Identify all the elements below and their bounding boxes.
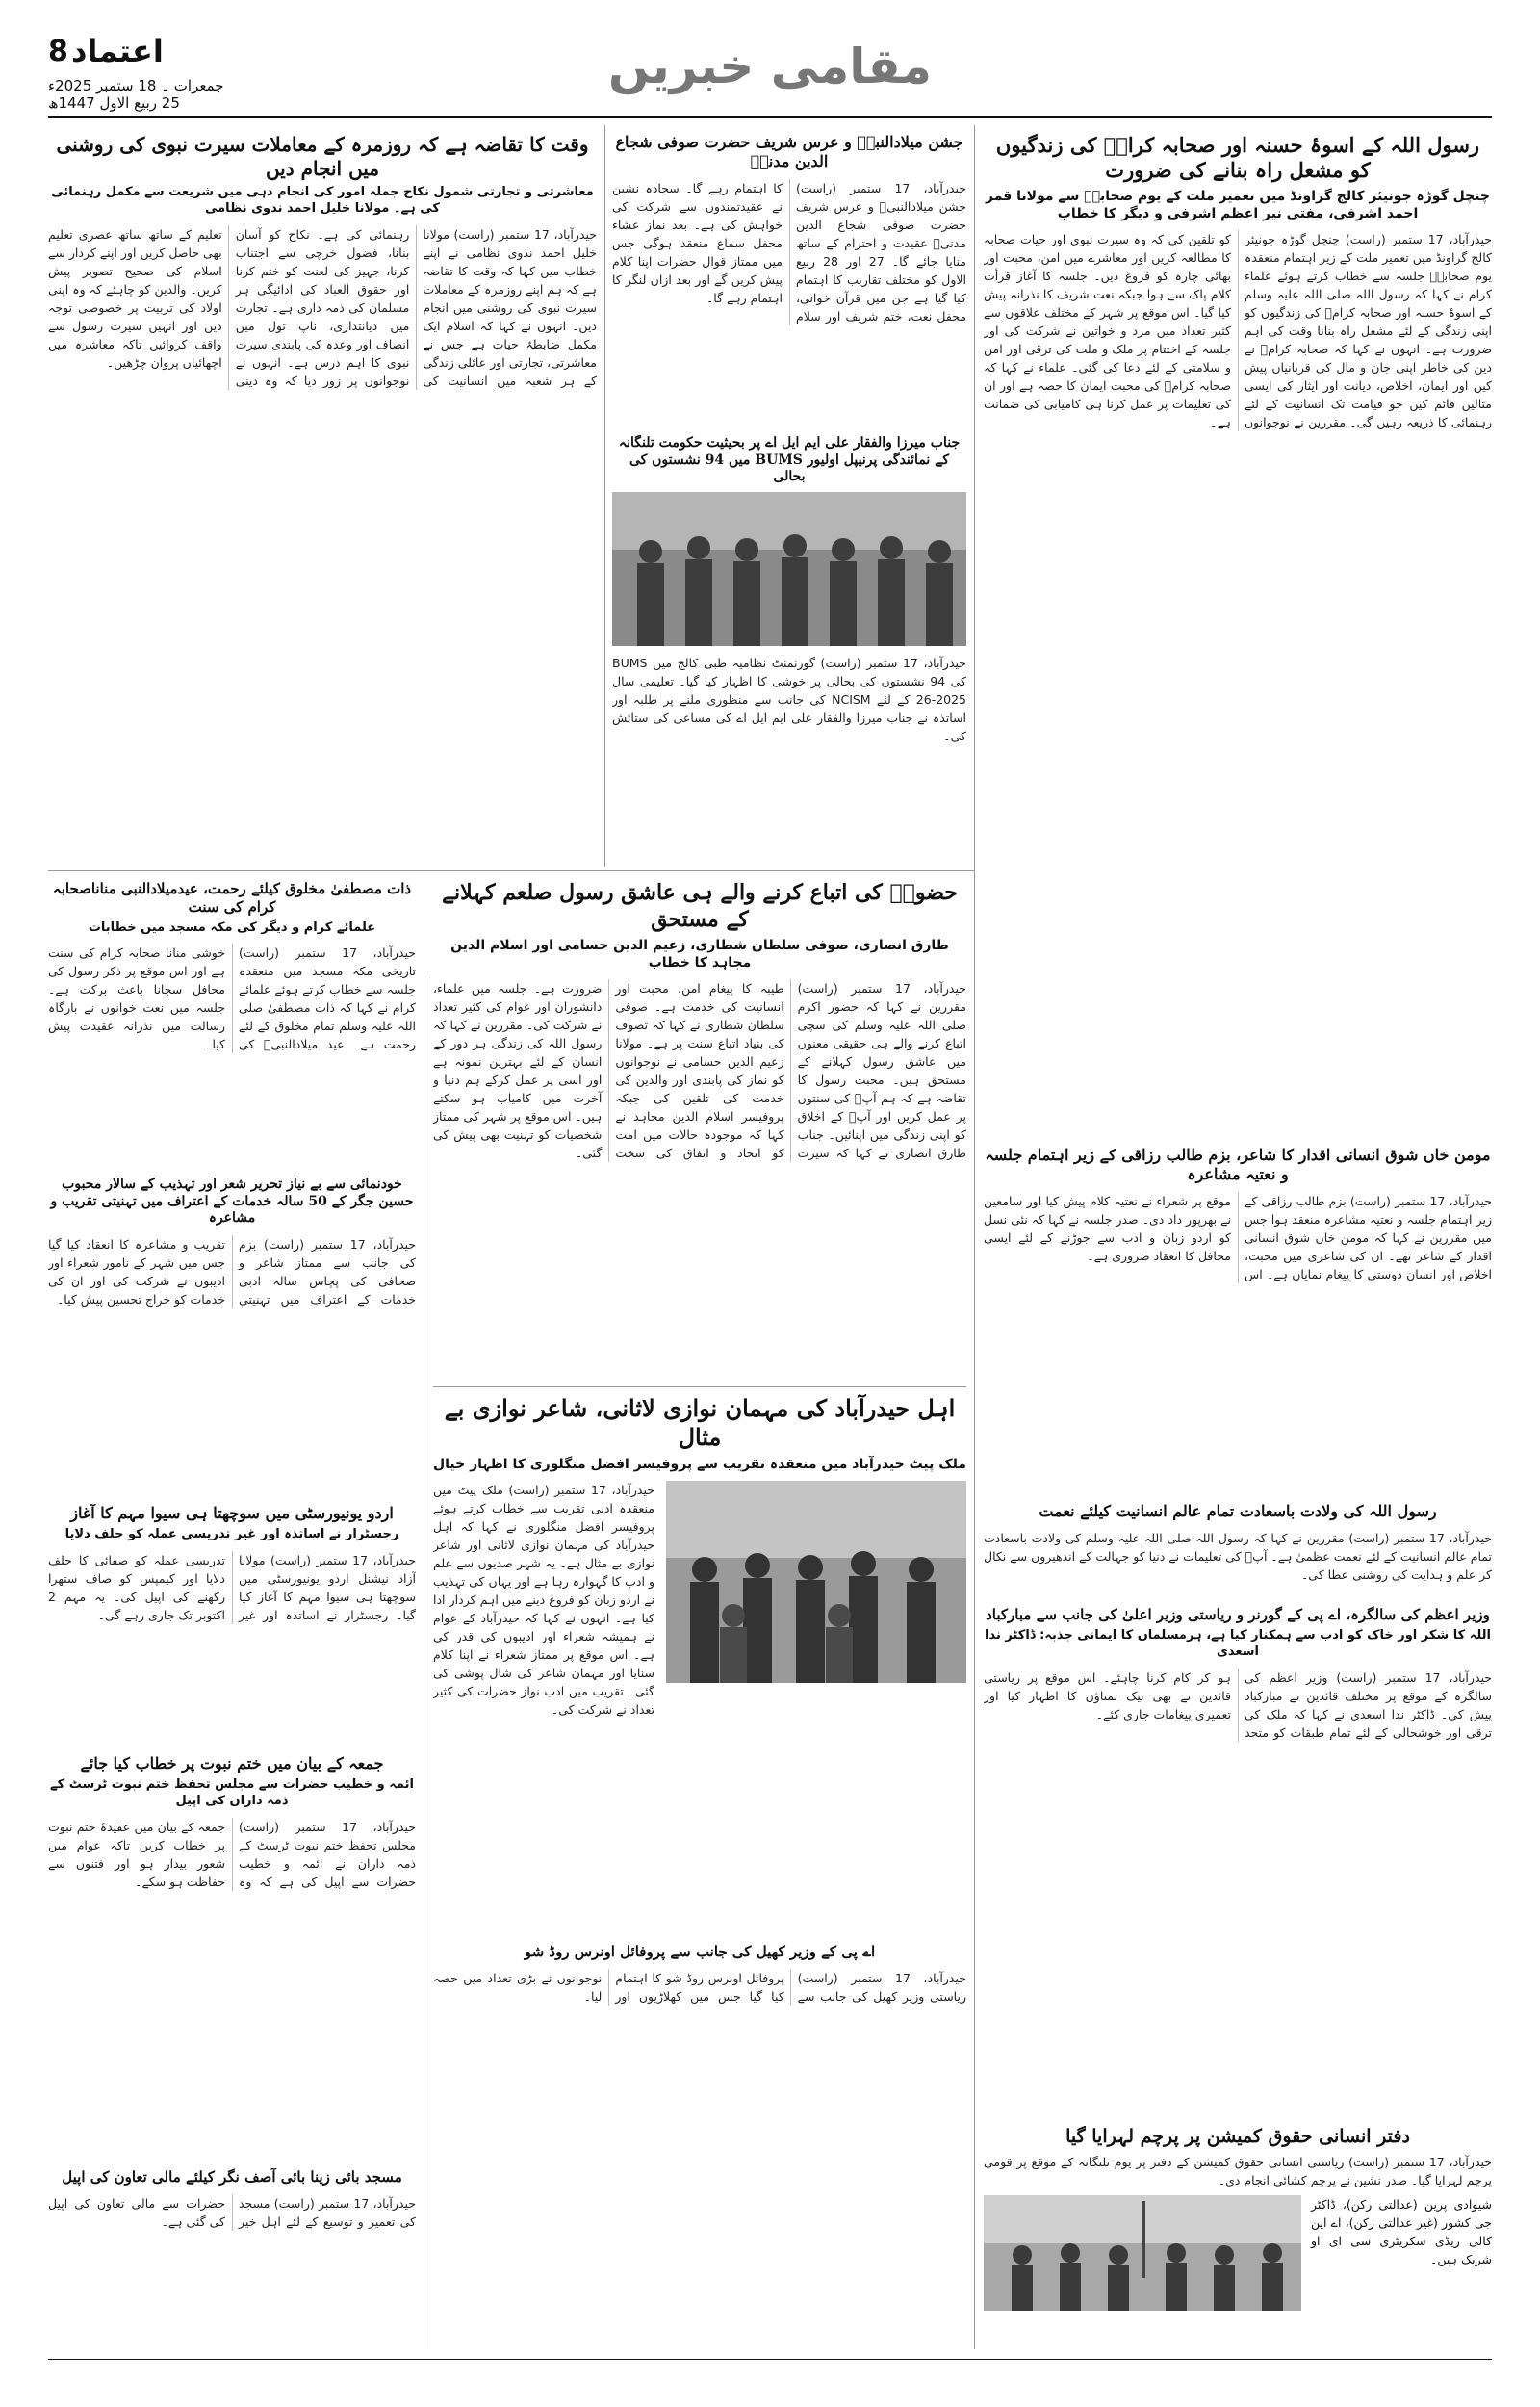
article-human-rights-flag (984, 2126, 1492, 2357)
column-divider (604, 125, 605, 867)
headline: اردو یونیورسٹی میں سوچھتا ہی سیوا مہم کا آغاز (70, 1504, 394, 1522)
date-hijri: 25 ربیع الاول 1447ھ (48, 94, 180, 112)
article-body: حیدرآباد، 17 ستمبر (راست) مجلس تحفظ ختم نبوت ٹرسٹ کے ذمہ داران نے ائمہ و خطیب حضرات سے اپیل کی ہے کہ وہ جمعہ کے بیان میں عقیدۂ ختم نبوت پر خطاب کریں تاکہ عوام میں شعور بیدار ہو اور فتنوں سے حفاظت ہو سکے۔ (48, 1819, 416, 1889)
photo-caption: شیوادی پرین (عدالتی رکن)، ڈاکٹر جی کشور (غیر عدالتی رکن)، اے این کالی ریڈی سکریٹری سی ای او شریک ہیں۔ (1311, 2196, 1492, 2266)
subheadline: علمائے کرام و دیگر کی مکہ مسجد میں خطابات (88, 919, 376, 935)
column-divider (974, 125, 975, 2349)
article-itteba-rasool (433, 880, 966, 1381)
article-wiladat (984, 1502, 1492, 1598)
headline: رسول اللہ کے اسوۂ حسنہ اور صحابہ کرامؓ کی زندگیوں کو مشعل راہ بنانے کی ضرورت (995, 133, 1480, 183)
article-body: حیدرآباد، 17 ستمبر (راست) ریاستی وزیر کھیل کی جانب سے پروفائل اونرس روڈ شو کا اہتمام کیا گیا جس میں کھلاڑیوں اور نوجوانوں نے بڑی تعداد میں حصہ لیا۔ (433, 1970, 966, 2004)
event-photo (666, 1481, 966, 1683)
section-title: مقامی خبریں (608, 39, 932, 94)
article-rasool-allah (984, 133, 1492, 1134)
headline: خودنمائی سے بے نیاز تحریر شعر اور تہذیب کے سالار محبوب حسین جگر کے 50 سالہ خدمات کے اعتراف میں تہنیتی تقریب و مشاعرہ (50, 1177, 414, 1226)
headline: جناب میرزا والفقار علی ایم ایل اے پر بحیثیت حکومت تلنگانہ کے نمائندگی پرنیپل اولیور BUMS میں 94 نشستوں کی بحالی (618, 435, 961, 484)
article-momin-khan-shauq (984, 1146, 1492, 1492)
subheadline: چنچل گوڑہ جونیئر کالج گراونڈ میں تعمیر ملت کے یوم صحابہؓ سے مولانا قمر احمد اشرفی، مفتی نیر اعظم اشرفی و دیگر کا خطاب (986, 188, 1490, 221)
subheadline: ائمہ و خطیب حضرات سے مجلس تحفظ ختم نبوت ٹرسٹ کے ذمہ داران کی اپیل (50, 1777, 414, 1808)
article-makkah-masjid (48, 880, 416, 1169)
article-body: حیدرآباد، 17 ستمبر (راست) بزم طالب رزاقی کے زیر اہتمام جلسہ و نعتیہ مشاعرہ منعقد ہوا جس میں مقررین نے کہا کہ مومن خاں شوق انسانی اقدار کے شاعر تھے۔ ان کی شاعری میں محبت، اخلاص اور انسان دوستی کا پیغام نمایاں ہے۔ اس موقع پر شعراء نے نعتیہ کلام پیش کیا اور سامعین نے بھرپور داد دی۔ صدر جلسہ نے کہا کہ نئی نسل کو اردو زبان و ادب سے جوڑنے کے لئے ایسی محافل کا انعقاد ضروری ہے۔ (984, 1194, 1492, 1281)
headline: مسجد بائی زینا بائی آصف نگر کیلئے مالی تعاون کی اپیل (62, 2168, 402, 2186)
page-number: 8 (48, 35, 68, 68)
subheadline: ملک پیٹ حیدرآباد میں منعقدہ تقریب سے پروفیسر افضل منگلوری کا اظہار خیال (433, 1457, 966, 1472)
article-body: حیدرآباد، 17 ستمبر (راست) مولانا آزاد نیشنل اردو یونیورسٹی میں سوچھتا ہی سیوا مہم کا آغاز کیا گیا۔ رجسٹرار نے اساتذہ اور غیر تدریسی عملہ کو صفائی کا حلف دلایا اور کیمپس کو صاف ستھرا رکھنے کی اپیل کی۔ یہ مہم 2 اکتوبر تک جاری رہے گی۔ (48, 1552, 416, 1622)
article-body: حیدرآباد، 17 ستمبر (راست) وزیر اعظم کی سالگرہ کے موقع پر مختلف قائدین نے مبارکباد پیش کی۔ ڈاکٹر ندا اسعدی نے کہا کہ ملک کی ترقی اور خوشحالی کے لئے تمام طبقات کو متحد ہو کر کام کرنا چاہئے۔ اس موقع پر ریاستی قائدین نے بھی نیک تمناؤں کا اظہار کیا اور تعمیری پیغامات جاری کئے۔ (984, 1669, 1492, 1740)
headline: وقت کا تقاضہ ہے کہ روزمرہ کے معاملات سیرت نبوی کی روشنی میں انجام دیں (56, 133, 589, 180)
article-body: حیدرآباد، 17 ستمبر (راست) مولانا خلیل احمد ندوی نظامی نے اپنے خطاب میں کہا کہ وقت کا تقاضہ ہے کہ ہم اپنے روزمرہ کے معاملات سیرت نبوی کی روشنی میں انجام دیں۔ انہوں نے کہا کہ اسلام ایک مکمل ضابطۂ حیات ہے جس نے معاشرتی، تجارتی اور عائلی زندگی کے ہر شعبہ میں انسانیت کی رہنمائی کی ہے۔ نکاح کو آسان بنانا، فضول خرچی سے اجتناب کرنا، جہیز کی لعنت کو ختم کرنا اور حقوق العباد کی ادائیگی ہر مسلمان کی ذمہ داری ہے۔ تجارت میں دیانتداری، ناپ تول میں انصاف اور وعدہ کی پابندی سیرت نبوی کا اہم درس ہے۔ انہوں نے نوجوانوں پر زور دیا کہ وہ دینی تعلیم کے ساتھ ساتھ عصری تعلیم بھی حاصل کریں اور اپنے کردار سے اسلام کی صحیح تصویر پیش کریں۔ والدین کو چاہئے کہ وہ اپنی اولاد کی تربیت پر خصوصی توجہ دیں اور انہیں سیرت رسول سے واقف کروائیں تاکہ معاشرہ میں اچھائیاں پروان چڑھیں۔ (48, 226, 597, 388)
article-mehboob-hussain (48, 1177, 416, 1494)
article-body: حیدرآباد، 17 ستمبر (راست) جشن میلادالنبیؐ و عرس شریف حضرت صوفی شجاع الدین مدنیؒ عقیدت و احترام کے ساتھ منایا جائے گا۔ 27 اور 28 ربیع الاول کو مختلف تقاریب کا اہتمام کیا گیا ہے جن میں قرآن خوانی، محفل نعت، ختم شریف اور سلام کا اہتمام رہے گا۔ سجادہ نشین نے عقیدتمندوں سے شرکت کی خواہش کی ہے۔ بعد نماز عشاء محفل سماع منعقد ہوگی جس میں ممتاز قوال حضرات اپنا کلام پیش کریں گے اور بعد ازاں لنگر کا اہتمام رہے گا۔ (612, 181, 966, 324)
headline: وزیر اعظم کی سالگرہ، اے پی کے گورنر و ریاستی وزیر اعلیٰ کی جانب سے مبارکباد (986, 1606, 1490, 1623)
article-body: حیدرآباد، 17 ستمبر (راست) ملک پیٹ میں منعقدہ ادبی تقریب سے خطاب کرتے ہوئے پروفیسر افضل منگلوری نے کہا کہ اہل حیدرآباد کی مہمان نوازی لاثانی اور شاعر نوازی بے مثال ہے۔ یہ شہر صدیوں سے علم و ادب کا گہوارہ رہا ہے اور یہاں کی تہذیب نے اردو زبان کو فروغ دینے میں اہم کردار ادا کیا ہے۔ انہوں نے کہا کہ حیدرآباد کے عوام نے ہمیشہ شعراء اور ادیبوں کی قدر کی ہے۔ اس موقع پر ممتاز شعراء نے اپنا کلام سنایا اور مہمان شاعر کی شال پوشی کی گئی۔ تقریب میں ادب نواز حضرات کی کثیر تعداد نے شرکت کی۔ (433, 1483, 654, 1718)
subheadline: رجسٹرار نے اساتذہ اور غیر تدریسی عملہ کو حلف دلایا (64, 1527, 399, 1541)
section-divider (48, 870, 974, 871)
article-body: حیدرآباد، 17 ستمبر (راست) مقررین نے کہا کہ حضور اکرم صلی اللہ علیہ وسلم کی سچی اتباع کرنے والے ہی حقیقی معنوں میں عاشق رسول کہلانے کے مستحق ہیں۔ محبت رسول کا تقاضہ ہے کہ ہم آپؐ کی سنتوں پر عمل کریں اور آپؐ کے اخلاق کو اپنی زندگی میں اپنائیں۔ جناب طارق انصاری نے کہا کہ سیرت طیبہ کا پیغام امن، محبت اور انسانیت کی خدمت ہے۔ صوفی سلطان شطاری نے کہا کہ تصوف کی بنیاد اتباع سنت پر ہے۔ مولانا زعیم الدین حسامی نے نوجوانوں کو نماز کی پابندی اور والدین کی خدمت کی تلقین کی جبکہ پروفیسر اسلام الدین مجاہد نے کہا کہ موجودہ حالات میں امت کو اتحاد و اتفاق کی سخت ضرورت ہے۔ جلسہ میں علماء، دانشوران اور عوام کی کثیر تعداد نے شرکت کی۔ مقررین نے کہا کہ رسول اللہ کی زندگی ہر دور کے انسان کے لئے بہترین نمونہ ہے اور اسی پر عمل کرکے ہم دنیا و آخرت میں کامیاب ہو سکتے ہیں۔ اس موقع پر شہر کی ممتاز شخصیات کو تہنیت بھی پیش کی گئی۔ (433, 981, 966, 1161)
masthead (48, 31, 1492, 118)
article-pm-birthday (984, 1606, 1492, 2116)
article-body: حیدرآباد، 17 ستمبر (راست) بزم کی جانب سے ممتاز شاعر و صحافی کی پچاس سالہ ادبی خدمات کے اعتراف میں تہنیتی تقریب و مشاعرہ کا انعقاد کیا گیا جس میں شہر کے نامور شعراء اور ادیبوں نے شرکت کی اور ان کی خدمات کو خراج تحسین پیش کیا۔ (48, 1236, 416, 1307)
headline: اے پی کے وزیر کھیل کی جانب سے پروفائل اونرس روڈ شو (524, 1943, 876, 1960)
article-body: حیدرآباد، 17 ستمبر (راست) تاریخی مکہ مسجد میں منعقدہ جلسہ سے خطاب کرتے ہوئے علمائے کرام نے کہا کہ ذات مصطفیٰ صلی اللہ علیہ وسلم تمام مخلوق کے لئے رحمت ہے۔ عید میلادالنبیؐ کی خوشی منانا صحابہ کرام کی سنت ہے اور اس موقع پر ذکر رسول کی محافل سجانا باعث برکت ہے۔ جلسہ میں نعت خوانوں نے بارگاہ رسالت میں نذرانہ عقیدت پیش کیا۔ (48, 945, 416, 1052)
date-gregorian: جمعرات ۔ 18 ستمبر 2025ء (48, 77, 224, 94)
headline: رسول اللہ کی ولادت باسعادت تمام عالم انسانیت کیلئے نعمت (1039, 1502, 1437, 1520)
headline: ذات مصطفیٰ مخلوق کیلئے رحمت، عیدمیلادالنبی مناناصحابہ کرام کی سنت (52, 880, 412, 916)
subheadline: معاشرتی و تجارتی شمول نکاح جملہ امور کی انجام دہی میں شریعت سے مکمل رہنمائی کی ہے۔ مولانا خلیل احمد ندوی نظامی (51, 185, 594, 216)
headline: دفتر انسانی حقوق کمیشن پر پرچم لہرایا گیا (1065, 2126, 1410, 2147)
group-photo (612, 492, 966, 646)
issue-dates (48, 77, 298, 112)
headline: مومن خاں شوق انسانی اقدار کا شاعر، بزم طالب رزاقی کے زیر اہتمام جلسہ و نعتیہ مشاعرہ (985, 1146, 1491, 1183)
flag-hoisting-photo (984, 2195, 1301, 2311)
article-masjid-appeal (48, 2168, 416, 2351)
section-divider (433, 1386, 966, 1387)
article-seerat-nabvi (48, 133, 597, 865)
article-khatm-nubuwwat (48, 1754, 416, 2159)
article-ahl-hyderabad (433, 1394, 966, 1933)
headline: اہل حیدرآباد کی مہمان نوازی لاثانی، شاعر نوازی بے مثال (444, 1394, 956, 1451)
article-body: حیدرآباد، 17 ستمبر (راست) مسجد کی تعمیر و توسیع کے لئے اہل خیر حضرات سے مالی تعاون کی اپیل کی گئی ہے۔ (48, 2195, 416, 2229)
headline: جمعہ کے بیان میں ختم نبوت پر خطاب کیا جائے (80, 1754, 384, 1773)
article-body: حیدرآباد، 17 ستمبر (راست) چنچل گوڑہ جونیئر کالج گراونڈ میں تعمیر ملت کے زیر اہتمام منعقدہ یوم صحابہؓ جلسہ سے خطاب کرتے ہوئے علماء کرام نے کہا کہ رسول اللہ صلی اللہ علیہ وسلم کے اسوۂ حسنہ اور صحابہ کرامؓ کی زندگیوں کو اپنی زندگی کے لئے مشعل راہ بنانا وقت کی اہم ضرورت ہے۔ انہوں نے کہا کہ صحابہ کرامؓ نے دین کی خاطر اپنی جان و مال کی قربانیاں پیش کیں اور ایمان، اخلاص، دیانت اور ایثار کی ایسی مثالیں قائم کیں جو قیامت تک انسانیت کے لئے رہنمائی کا ذریعہ رہیں گی۔ مقررین نے نوجوانوں کو تلقین کی کہ وہ سیرت نبوی اور حیات صحابہ کا مطالعہ کریں اور معاشرے میں امن، محبت اور بھائی چارہ کو فروغ دیں۔ جلسہ کا آغاز قرأت کلام پاک سے ہوا جبکہ نعت شریف کا نذرانہ پیش کیا گیا۔ اس موقع پر شہر کے مختلف علاقوں سے کثیر تعداد میں مرد و خواتین نے شرکت کی اور جلسہ کے اختتام پر ملک و ملت کی ترقی اور امن و سلامتی کے لئے دعا کی گئی۔ علماء نے کہا کہ صحابہ کرامؓ کی محبت ایمان کا حصہ ہے اور ان کی تعلیمات پر عمل کرنا ہی کامیابی کی ضمانت ہے۔ (984, 231, 1492, 429)
subheadline: اللہ کا شکر اور خاک کو ادب سے ہمکنار کیا ہے، ہرمسلمان کا ایمانی جذبہ: ڈاکٹر ندا اسعدی (985, 1627, 1491, 1659)
subheadline: طارق انصاری، صوفی سلطان شطاری، زعیم الدین حسامی اور اسلام الدین مجاہد کا خطاب (450, 938, 949, 971)
article-bums-seats (612, 435, 966, 859)
paper-name: اعتماد (71, 33, 164, 69)
page-bottom-rule (48, 2359, 1492, 2360)
article-body: حیدرآباد، 17 ستمبر (راست) مقررین نے کہا کہ رسول اللہ صلی اللہ علیہ وسلم کی ولادت باسعادت تمام عالم انسانیت کے لئے نعمت عظمیٰ ہے۔ آپؐ کی تعلیمات نے دنیا کو جہالت کے اندھیروں سے نکال کر علم و ہدایت کی روشنی عطا کی۔ (984, 1531, 1492, 1582)
article-body: حیدرآباد، 17 ستمبر (راست) گورنمنٹ نظامیہ طبی کالج میں BUMS کی 94 نشستوں کی بحالی پر خوشی کا اظہار کیا گیا۔ تعلیمی سال 2025-26 کے لئے NCISM کی جانب سے منظوری ملنے پر طلبہ اور اساتذہ نے جناب میرزا والفقار علی ایم ایل اے کی مساعی کی ستائش کی۔ (612, 655, 966, 743)
headline: حضورؐ کی اتباع کرنے والے ہی عاشق رسول صلعم کہلانے کے مستحق (442, 880, 958, 932)
article-urdu-university (48, 1504, 416, 1745)
article-body: حیدرآباد، 17 ستمبر (راست) ریاستی انسانی حقوق کمیشن کے دفتر پر یوم تلنگانہ کے موقع پر قومی پرچم لہرایا گیا۔ صدر نشین نے پرچم کشائی انجام دی۔ (984, 2154, 1492, 2187)
headline: جشن میلادالنبیؐ و عرس شریف حضرت صوفی شجاع الدین مدنیؒ (615, 133, 963, 170)
article-roadshow (433, 1943, 966, 2347)
article-jashn-milad (612, 133, 966, 422)
